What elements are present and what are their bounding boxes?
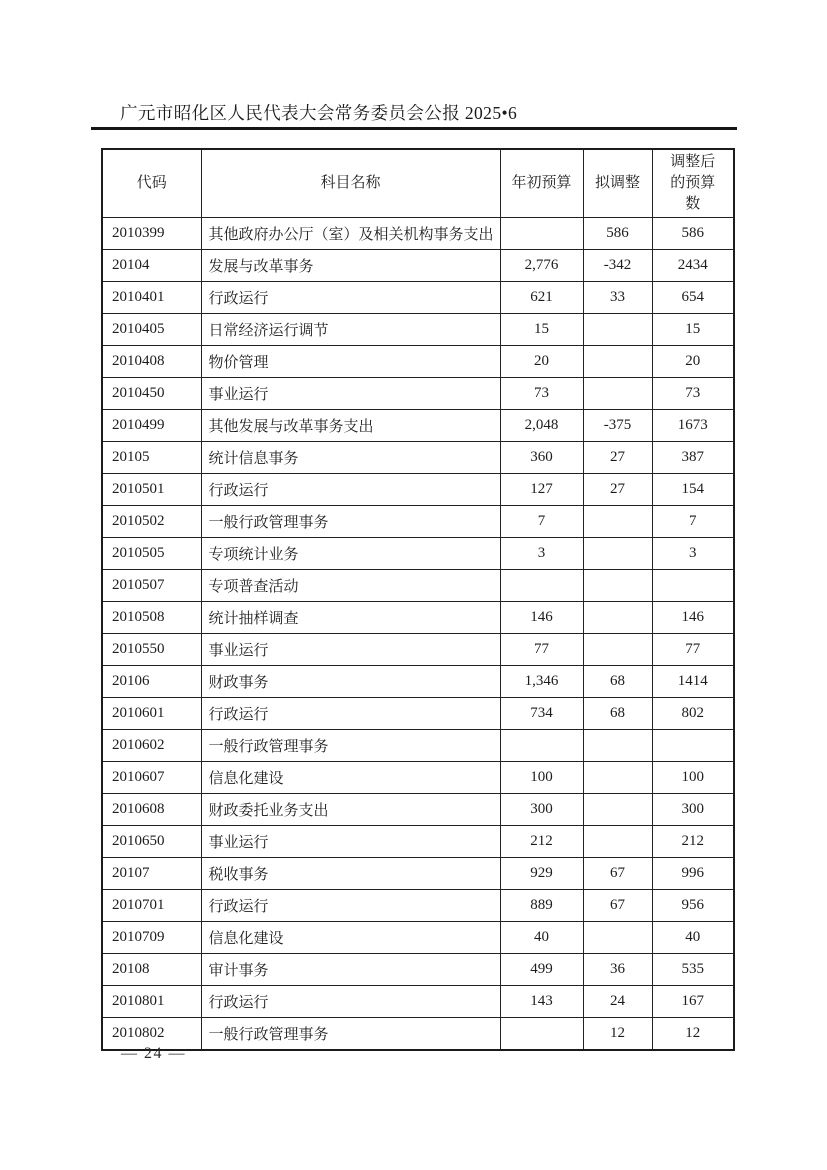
- table-row: [102, 410, 734, 442]
- table-row: [102, 954, 734, 986]
- table-row: [102, 442, 734, 474]
- cell-proposed-adjustment: [583, 826, 652, 858]
- cell-subject-name: 物价管理: [201, 346, 500, 378]
- table-row: [102, 826, 734, 858]
- cell-proposed-adjustment: -375: [583, 410, 652, 442]
- column-header-code: 代码: [102, 149, 201, 218]
- bulletin-title: 广元市昭化区人民代表大会常务委员会公报 2025•6: [120, 103, 518, 123]
- cell-proposed-adjustment: [583, 378, 652, 410]
- cell-initial-budget: [500, 218, 583, 250]
- cell-initial-budget: 146: [500, 602, 583, 634]
- cell-initial-budget: 2,048: [500, 410, 583, 442]
- cell-initial-budget: 621: [500, 282, 583, 314]
- cell-adjusted-budget: 654: [652, 282, 734, 314]
- table-row: [102, 282, 734, 314]
- budget-table: [101, 148, 735, 1051]
- table-row: [102, 218, 734, 250]
- cell-subject-name: 信息化建设: [201, 922, 500, 954]
- cell-code: 2010650: [102, 826, 201, 858]
- cell-initial-budget: 20: [500, 346, 583, 378]
- cell-adjusted-budget: 300: [652, 794, 734, 826]
- cell-initial-budget: 127: [500, 474, 583, 506]
- cell-initial-budget: [500, 570, 583, 602]
- cell-initial-budget: [500, 730, 583, 762]
- table-row: [102, 698, 734, 730]
- cell-adjusted-budget: 73: [652, 378, 734, 410]
- table-row: [102, 922, 734, 954]
- cell-adjusted-budget: 1414: [652, 666, 734, 698]
- table-row: [102, 634, 734, 666]
- cell-subject-name: 信息化建设: [201, 762, 500, 794]
- header-rule: [91, 127, 737, 130]
- table-row: [102, 314, 734, 346]
- page-number: — 24 —: [121, 1045, 186, 1062]
- cell-proposed-adjustment: [583, 794, 652, 826]
- cell-proposed-adjustment: [583, 346, 652, 378]
- cell-proposed-adjustment: [583, 730, 652, 762]
- cell-code: 2010608: [102, 794, 201, 826]
- cell-proposed-adjustment: [583, 762, 652, 794]
- cell-subject-name: 统计信息事务: [201, 442, 500, 474]
- cell-initial-budget: 77: [500, 634, 583, 666]
- cell-adjusted-budget: 3: [652, 538, 734, 570]
- cell-adjusted-budget: 956: [652, 890, 734, 922]
- cell-subject-name: 专项普查活动: [201, 570, 500, 602]
- table-row: [102, 666, 734, 698]
- cell-adjusted-budget: 15: [652, 314, 734, 346]
- table-row: [102, 506, 734, 538]
- cell-code: 2010709: [102, 922, 201, 954]
- cell-subject-name: 一般行政管理事务: [201, 506, 500, 538]
- cell-code: 2010508: [102, 602, 201, 634]
- cell-subject-name: 一般行政管理事务: [201, 1018, 500, 1051]
- cell-code: 2010399: [102, 218, 201, 250]
- cell-code: 2010502: [102, 506, 201, 538]
- cell-proposed-adjustment: 68: [583, 666, 652, 698]
- table-row: [102, 602, 734, 634]
- cell-initial-budget: [500, 1018, 583, 1051]
- cell-adjusted-budget: 7: [652, 506, 734, 538]
- table-row: [102, 378, 734, 410]
- cell-code: 2010607: [102, 762, 201, 794]
- cell-initial-budget: 7: [500, 506, 583, 538]
- cell-code: 2010408: [102, 346, 201, 378]
- cell-subject-name: 行政运行: [201, 890, 500, 922]
- cell-subject-name: 发展与改革事务: [201, 250, 500, 282]
- cell-proposed-adjustment: [583, 314, 652, 346]
- cell-subject-name: 事业运行: [201, 826, 500, 858]
- budget-table-body: [102, 218, 734, 1051]
- cell-initial-budget: 212: [500, 826, 583, 858]
- table-row: [102, 858, 734, 890]
- cell-adjusted-budget: 586: [652, 218, 734, 250]
- cell-subject-name: 行政运行: [201, 474, 500, 506]
- cell-subject-name: 一般行政管理事务: [201, 730, 500, 762]
- cell-initial-budget: 2,776: [500, 250, 583, 282]
- cell-proposed-adjustment: [583, 922, 652, 954]
- cell-initial-budget: 100: [500, 762, 583, 794]
- cell-adjusted-budget: 154: [652, 474, 734, 506]
- cell-code: 20105: [102, 442, 201, 474]
- column-header-proposed-adjustment: 拟调整: [583, 149, 652, 218]
- cell-subject-name: 事业运行: [201, 378, 500, 410]
- cell-adjusted-budget: 802: [652, 698, 734, 730]
- table-row: [102, 730, 734, 762]
- cell-initial-budget: 734: [500, 698, 583, 730]
- cell-proposed-adjustment: 27: [583, 474, 652, 506]
- cell-code: 20106: [102, 666, 201, 698]
- cell-proposed-adjustment: 68: [583, 698, 652, 730]
- cell-proposed-adjustment: [583, 538, 652, 570]
- cell-code: 2010501: [102, 474, 201, 506]
- table-row: [102, 346, 734, 378]
- cell-subject-name: 专项统计业务: [201, 538, 500, 570]
- cell-initial-budget: 889: [500, 890, 583, 922]
- cell-adjusted-budget: 77: [652, 634, 734, 666]
- column-header-subject-name: 科目名称: [201, 149, 500, 218]
- cell-proposed-adjustment: 586: [583, 218, 652, 250]
- cell-subject-name: 财政委托业务支出: [201, 794, 500, 826]
- cell-initial-budget: 300: [500, 794, 583, 826]
- cell-proposed-adjustment: 24: [583, 986, 652, 1018]
- table-row: [102, 986, 734, 1018]
- cell-code: 2010507: [102, 570, 201, 602]
- cell-code: 2010405: [102, 314, 201, 346]
- cell-subject-name: 行政运行: [201, 282, 500, 314]
- cell-adjusted-budget: 12: [652, 1018, 734, 1051]
- cell-subject-name: 统计抽样调查: [201, 602, 500, 634]
- cell-proposed-adjustment: 33: [583, 282, 652, 314]
- column-header-adjusted-budget: 调整后的预算数: [652, 149, 734, 218]
- cell-adjusted-budget: 535: [652, 954, 734, 986]
- cell-adjusted-budget: 996: [652, 858, 734, 890]
- cell-subject-name: 日常经济运行调节: [201, 314, 500, 346]
- table-row: [102, 1018, 734, 1051]
- cell-proposed-adjustment: 67: [583, 890, 652, 922]
- cell-adjusted-budget: 1673: [652, 410, 734, 442]
- cell-initial-budget: 143: [500, 986, 583, 1018]
- cell-proposed-adjustment: 12: [583, 1018, 652, 1051]
- cell-proposed-adjustment: 27: [583, 442, 652, 474]
- cell-proposed-adjustment: -342: [583, 250, 652, 282]
- cell-code: 20108: [102, 954, 201, 986]
- cell-initial-budget: 929: [500, 858, 583, 890]
- cell-code: 2010550: [102, 634, 201, 666]
- cell-code: 2010602: [102, 730, 201, 762]
- document-header: [120, 100, 517, 125]
- cell-code: 2010701: [102, 890, 201, 922]
- cell-adjusted-budget: [652, 730, 734, 762]
- cell-initial-budget: 15: [500, 314, 583, 346]
- table-row: [102, 538, 734, 570]
- cell-adjusted-budget: 387: [652, 442, 734, 474]
- cell-code: 2010499: [102, 410, 201, 442]
- table-row: [102, 890, 734, 922]
- cell-adjusted-budget: 2434: [652, 250, 734, 282]
- table-row: [102, 570, 734, 602]
- cell-subject-name: 税收事务: [201, 858, 500, 890]
- cell-code: 2010401: [102, 282, 201, 314]
- cell-code: 2010450: [102, 378, 201, 410]
- cell-initial-budget: 499: [500, 954, 583, 986]
- cell-subject-name: 行政运行: [201, 986, 500, 1018]
- cell-proposed-adjustment: [583, 634, 652, 666]
- cell-code: 2010802: [102, 1018, 201, 1051]
- cell-code: 2010505: [102, 538, 201, 570]
- cell-adjusted-budget: [652, 570, 734, 602]
- cell-subject-name: 财政事务: [201, 666, 500, 698]
- cell-subject-name: 事业运行: [201, 634, 500, 666]
- cell-adjusted-budget: 146: [652, 602, 734, 634]
- cell-subject-name: 行政运行: [201, 698, 500, 730]
- cell-initial-budget: 40: [500, 922, 583, 954]
- table-row: [102, 762, 734, 794]
- cell-initial-budget: 73: [500, 378, 583, 410]
- cell-adjusted-budget: 212: [652, 826, 734, 858]
- cell-proposed-adjustment: 36: [583, 954, 652, 986]
- cell-proposed-adjustment: [583, 506, 652, 538]
- cell-adjusted-budget: 100: [652, 762, 734, 794]
- table-row: [102, 794, 734, 826]
- cell-initial-budget: 1,346: [500, 666, 583, 698]
- cell-proposed-adjustment: [583, 602, 652, 634]
- cell-adjusted-budget: 20: [652, 346, 734, 378]
- cell-adjusted-budget: 167: [652, 986, 734, 1018]
- cell-code: 2010601: [102, 698, 201, 730]
- cell-code: 20104: [102, 250, 201, 282]
- cell-code: 20107: [102, 858, 201, 890]
- cell-code: 2010801: [102, 986, 201, 1018]
- cell-proposed-adjustment: 67: [583, 858, 652, 890]
- cell-subject-name: 其他发展与改革事务支出: [201, 410, 500, 442]
- cell-adjusted-budget: 40: [652, 922, 734, 954]
- cell-subject-name: 审计事务: [201, 954, 500, 986]
- table-header-row: [102, 149, 734, 218]
- cell-subject-name: 其他政府办公厅（室）及相关机构事务支出: [201, 218, 500, 250]
- cell-initial-budget: 360: [500, 442, 583, 474]
- cell-initial-budget: 3: [500, 538, 583, 570]
- cell-proposed-adjustment: [583, 570, 652, 602]
- table-row: [102, 474, 734, 506]
- table-row: [102, 250, 734, 282]
- column-header-initial-budget: 年初预算: [500, 149, 583, 218]
